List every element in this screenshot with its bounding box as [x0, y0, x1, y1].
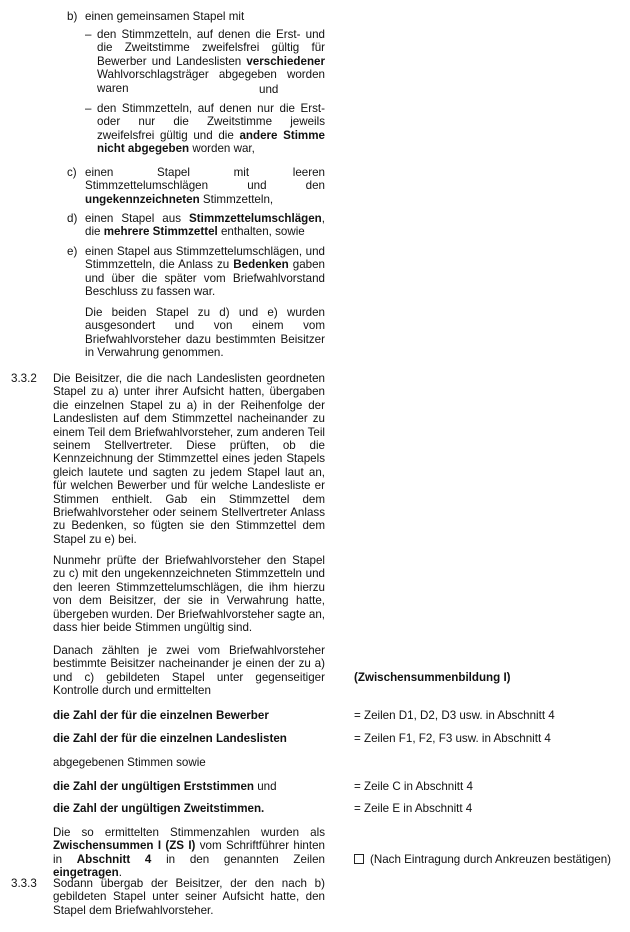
item-e-label: e)	[67, 245, 78, 258]
item-d-label: d)	[67, 212, 78, 225]
section-3-3-2-paragraph-4: Die so ermittelten Stimmenzahlen wurden als Zwischensummen I (ZS I) vom Schriftführer hinten in Abschnitt 4 in den genannten Zeilen eingetragen.	[53, 826, 325, 880]
dash-marker-1: –	[85, 28, 92, 41]
item-d-text: einen Stapel aus Stimmzettelumschlägen, die mehrere Stimmzettel enthalten, sowie	[85, 212, 325, 239]
count-row-lists-ref: = Zeilen F1, F2, F3 usw. in Abschnitt 4	[354, 732, 551, 745]
item-b-label: b)	[67, 10, 78, 23]
section-number-3-3-2: 3.3.2	[11, 372, 37, 385]
count-row-invalid-second-ref: = Zeile E in Abschnitt 4	[354, 802, 473, 815]
item-b-dash-2: den Stimmzetteln, auf denen nur die Erst- oder nur die Zweitstimme jeweils zweifelsfrei gültig und die andere Stimme nicht abgegeben worden war,	[97, 102, 325, 156]
count-row-votes: abgegebenen Stimmen sowie	[53, 756, 206, 769]
item-e-text: einen Stapel aus Stimmzettelumschlägen, und Stimmzetteln, die Anlass zu Bedenken gaben und über die später vom Briefwahlvorstand Beschluss zu fassen war.	[85, 245, 326, 299]
item-b-dash-1: den Stimmzetteln, auf denen die Erst- und die Zweitstimme zweifelsfrei gültig für Bewerber und Landeslisten verschiedener Wahlvorschlagsträger abgegeben worden waren	[97, 28, 325, 95]
section-3-3-2-paragraph-3: Danach zählten je zwei vom Briefwahlvorsteher bestimmte Beisitzer nacheinander je einen der zu a) und c) gebildeten Stapel unter gegenseitiger Kontrolle durch und ermittelten	[53, 644, 325, 698]
item-c-text: einen Stapel mit leeren Stimmzettelumschlägen und den ungekennzeichneten Stimmzetteln,	[85, 166, 325, 206]
section-3-3-2-paragraph-1: Die Beisitzer, die die nach Landeslisten geordneten Stapel zu a) unter ihrer Aufsicht hatten, übergaben die einzelnen Stapel zu a) in der Reihenfolge der Landeslisten auf dem Stimmzettel nacheinander zu einem Teil dem Briefwahlvorsteher, zum anderen Teil seinem Stellvertreter. Diese prüften, ob die Kennzeichnung der Stimmzettel eines jeden Stapels gleich lautete und sagten zu jedem Stapel laut an, für welchen Bewerber und für welche Landesliste er Stimmen enthielt. Gab ein Stimmzettel dem Briefwahlvorsteher oder seinem Stellvertreter Anlass zu Bedenken, so fügten sie den Stimmzettel dem Stapel zu e) bei.	[53, 372, 325, 546]
item-e-note: Die beiden Stapel zu d) und e) wurden ausgesondert und von einem vom Briefwahlvorsteher dazu bestimmten Beisitzer in Verwahrung genommen.	[85, 306, 325, 360]
confirm-entry-checkbox[interactable]	[354, 854, 364, 864]
section-3-3-3-text: Sodann übergab der Beisitzer, der den nach b) gebildeten Stapel unter seiner Aufsicht hatte, den Stapel dem Briefwahlvorsteher.	[53, 877, 325, 917]
count-row-invalid-first: die Zahl der ungültigen Erststimmen und	[53, 780, 277, 793]
item-b-conjunction: und	[259, 83, 279, 96]
dash-marker-2: –	[85, 102, 92, 115]
item-c-label: c)	[67, 166, 77, 179]
item-b-intro: einen gemeinsamen Stapel mit	[85, 10, 245, 23]
confirm-entry-row[interactable]	[354, 853, 611, 866]
confirm-entry-label: (Nach Eintragung durch Ankreuzen bestätigen)	[370, 853, 612, 866]
count-row-candidates: die Zahl der für die einzelnen Bewerber	[53, 709, 269, 722]
count-row-invalid-first-ref: = Zeile C in Abschnitt 4	[354, 780, 473, 793]
count-row-candidates-ref: = Zeilen D1, D2, D3 usw. in Abschnitt 4	[354, 709, 555, 722]
section-number-3-3-3: 3.3.3	[11, 877, 37, 890]
section-3-3-2-paragraph-2: Nunmehr prüfte der Briefwahlvorsteher den Stapel zu c) mit den ungekennzeichneten Stimmzetteln und den leeren Stimmzettelumschlägen, die ihm hierzu von dem Beisitzer, der sie in Verwahrung hatte, übergeben wurden. Der Briefwahlvorsteher sagte an, dass hier beide Stimmen ungültig sind.	[53, 554, 325, 635]
subtotal-heading: (Zwischensummenbildung I)	[354, 671, 511, 684]
count-row-invalid-second: die Zahl der ungültigen Zweitstimmen.	[53, 802, 265, 815]
count-row-lists: die Zahl der für die einzelnen Landeslisten	[53, 732, 287, 745]
